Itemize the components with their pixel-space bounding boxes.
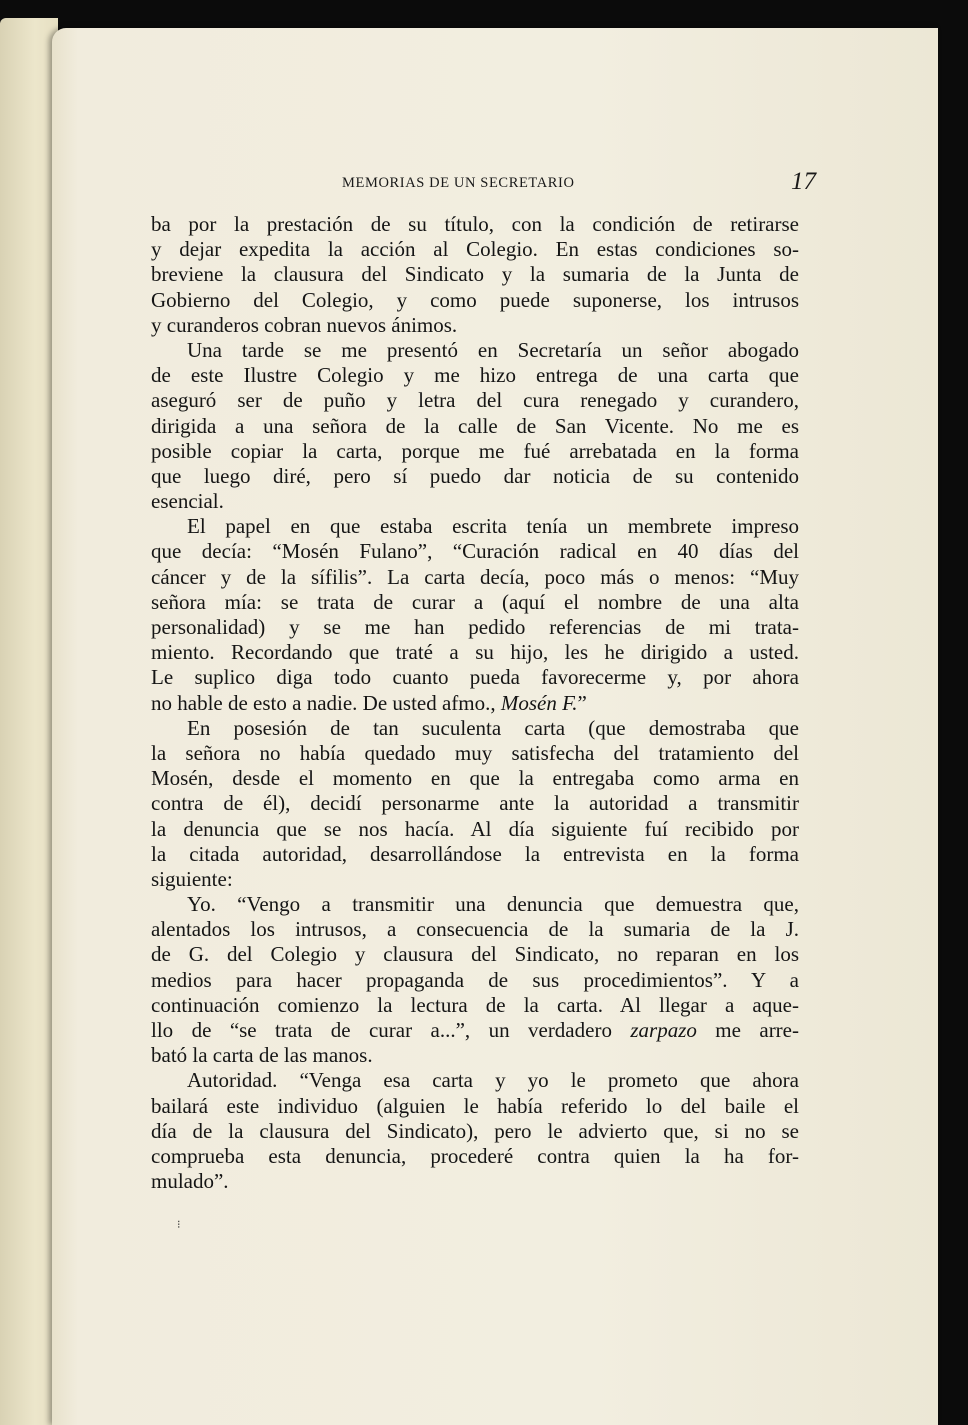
text-line: Autoridad. “Venga esa carta y yo le prometo que ahora [187,1068,799,1093]
text-line: aseguró ser de puño y letra del cura renegado y curandero, [151,388,799,413]
text-line: y dejar expedita la acción al Colegio. En estas condiciones so- [151,237,799,262]
text-line: que luego diré, pero sí puedo dar noticia de su contenido [151,463,799,488]
text-line: contra de él), decidí personarme ante la autoridad a transmitir [151,791,799,816]
text-line: la señora no había quedado muy satisfecha del tratamiento del [151,740,799,765]
text-line: personalidad) y se me han pedido referencias de mi trata- [151,615,799,639]
text-line: Una tarde se me presentó en Secretaría un señor abogado [187,337,799,362]
text-line: alentados los intrusos, a consecuencia de la sumaria de la J. [151,917,799,942]
text-line: de G. del Colegio y clausura del Sindicato, no reparan en los [151,942,799,967]
text-line: Yo. “Vengo a transmitir una denuncia que demuestra que, [187,892,799,917]
text-line: señora mía: se trata de curar a (aquí el nombre de una alta [151,589,799,614]
text-line: la denuncia que se nos hacía. Al día siguiente fuí recibido por [151,816,799,841]
previous-page-edge [0,18,58,1425]
text-line: no hable de esto a nadie. De usted afmo., Mosén F.” [151,690,587,715]
text-line: de este Ilustre Colegio y me hizo entrega de una carta que [151,363,799,388]
text-line: posible copiar la carta, porque me fué arrebatada en la forma [151,438,799,463]
text-line: mulado”. [151,1169,229,1194]
text-line: llo de “se trata de curar a...”, un verdadero zarpazo me arre- [151,1018,799,1042]
text-line: breviene la clausura del Sindicato y la sumaria de la Junta de [151,262,799,287]
text-line: dirigida a una señora de la calle de San Vicente. No me es [151,413,799,438]
text-line: ba por la prestación de su título, con la condición de retirarse [151,212,799,236]
page-header [342,170,816,196]
text-line: bailará este individuo (alguien le había referido lo del baile el [151,1093,799,1118]
text-line: la citada autoridad, desarrollándose la entrevista en la forma [151,841,799,866]
text-line: continuación comienzo la lectura de la carta. Al llegar a aque- [151,992,799,1017]
text-line: miento. Recordando que traté a su hijo, les he dirigido a usted. [151,640,799,665]
text-line: medios para hacer propaganda de sus procedimientos”. Y a [151,967,799,992]
text-line: cáncer y de la sífilis”. La carta decía, poco más o menos: “Muy [151,564,799,589]
text-line: Gobierno del Colegio, y como puede suponerse, los intrusos [151,287,799,312]
text-line: comprueba esta denuncia, procederé contra quien la ha for- [151,1143,799,1168]
text-line: El papel en que estaba escrita tenía un membrete impreso [187,514,799,539]
text-line: día de la clausura del Sindicato), pero le advierto que, si no se [151,1118,799,1143]
page-number: 17 [791,168,816,195]
footer-mark: ⁝ [177,1219,181,1231]
text-line: En posesión de tan suculenta carta (que demostraba que [187,715,799,740]
running-title: MEMORIAS DE UN SECRETARIO [342,175,575,191]
text-line: y curanderos cobran nuevos ánimos. [151,312,458,337]
text-line: siguiente: [151,866,233,891]
text-line: Mosén, desde el momento en que la entregaba como arma en [151,766,799,791]
body-text [151,212,799,1194]
text-line: esencial. [151,489,224,514]
text-line: bató la carta de las manos. [151,1043,373,1068]
text-line: Le suplico diga todo cuanto pueda favorecerme y, por ahora [151,665,799,690]
text-line: que decía: “Mosén Fulano”, “Curación radical en 40 días del [151,539,799,564]
